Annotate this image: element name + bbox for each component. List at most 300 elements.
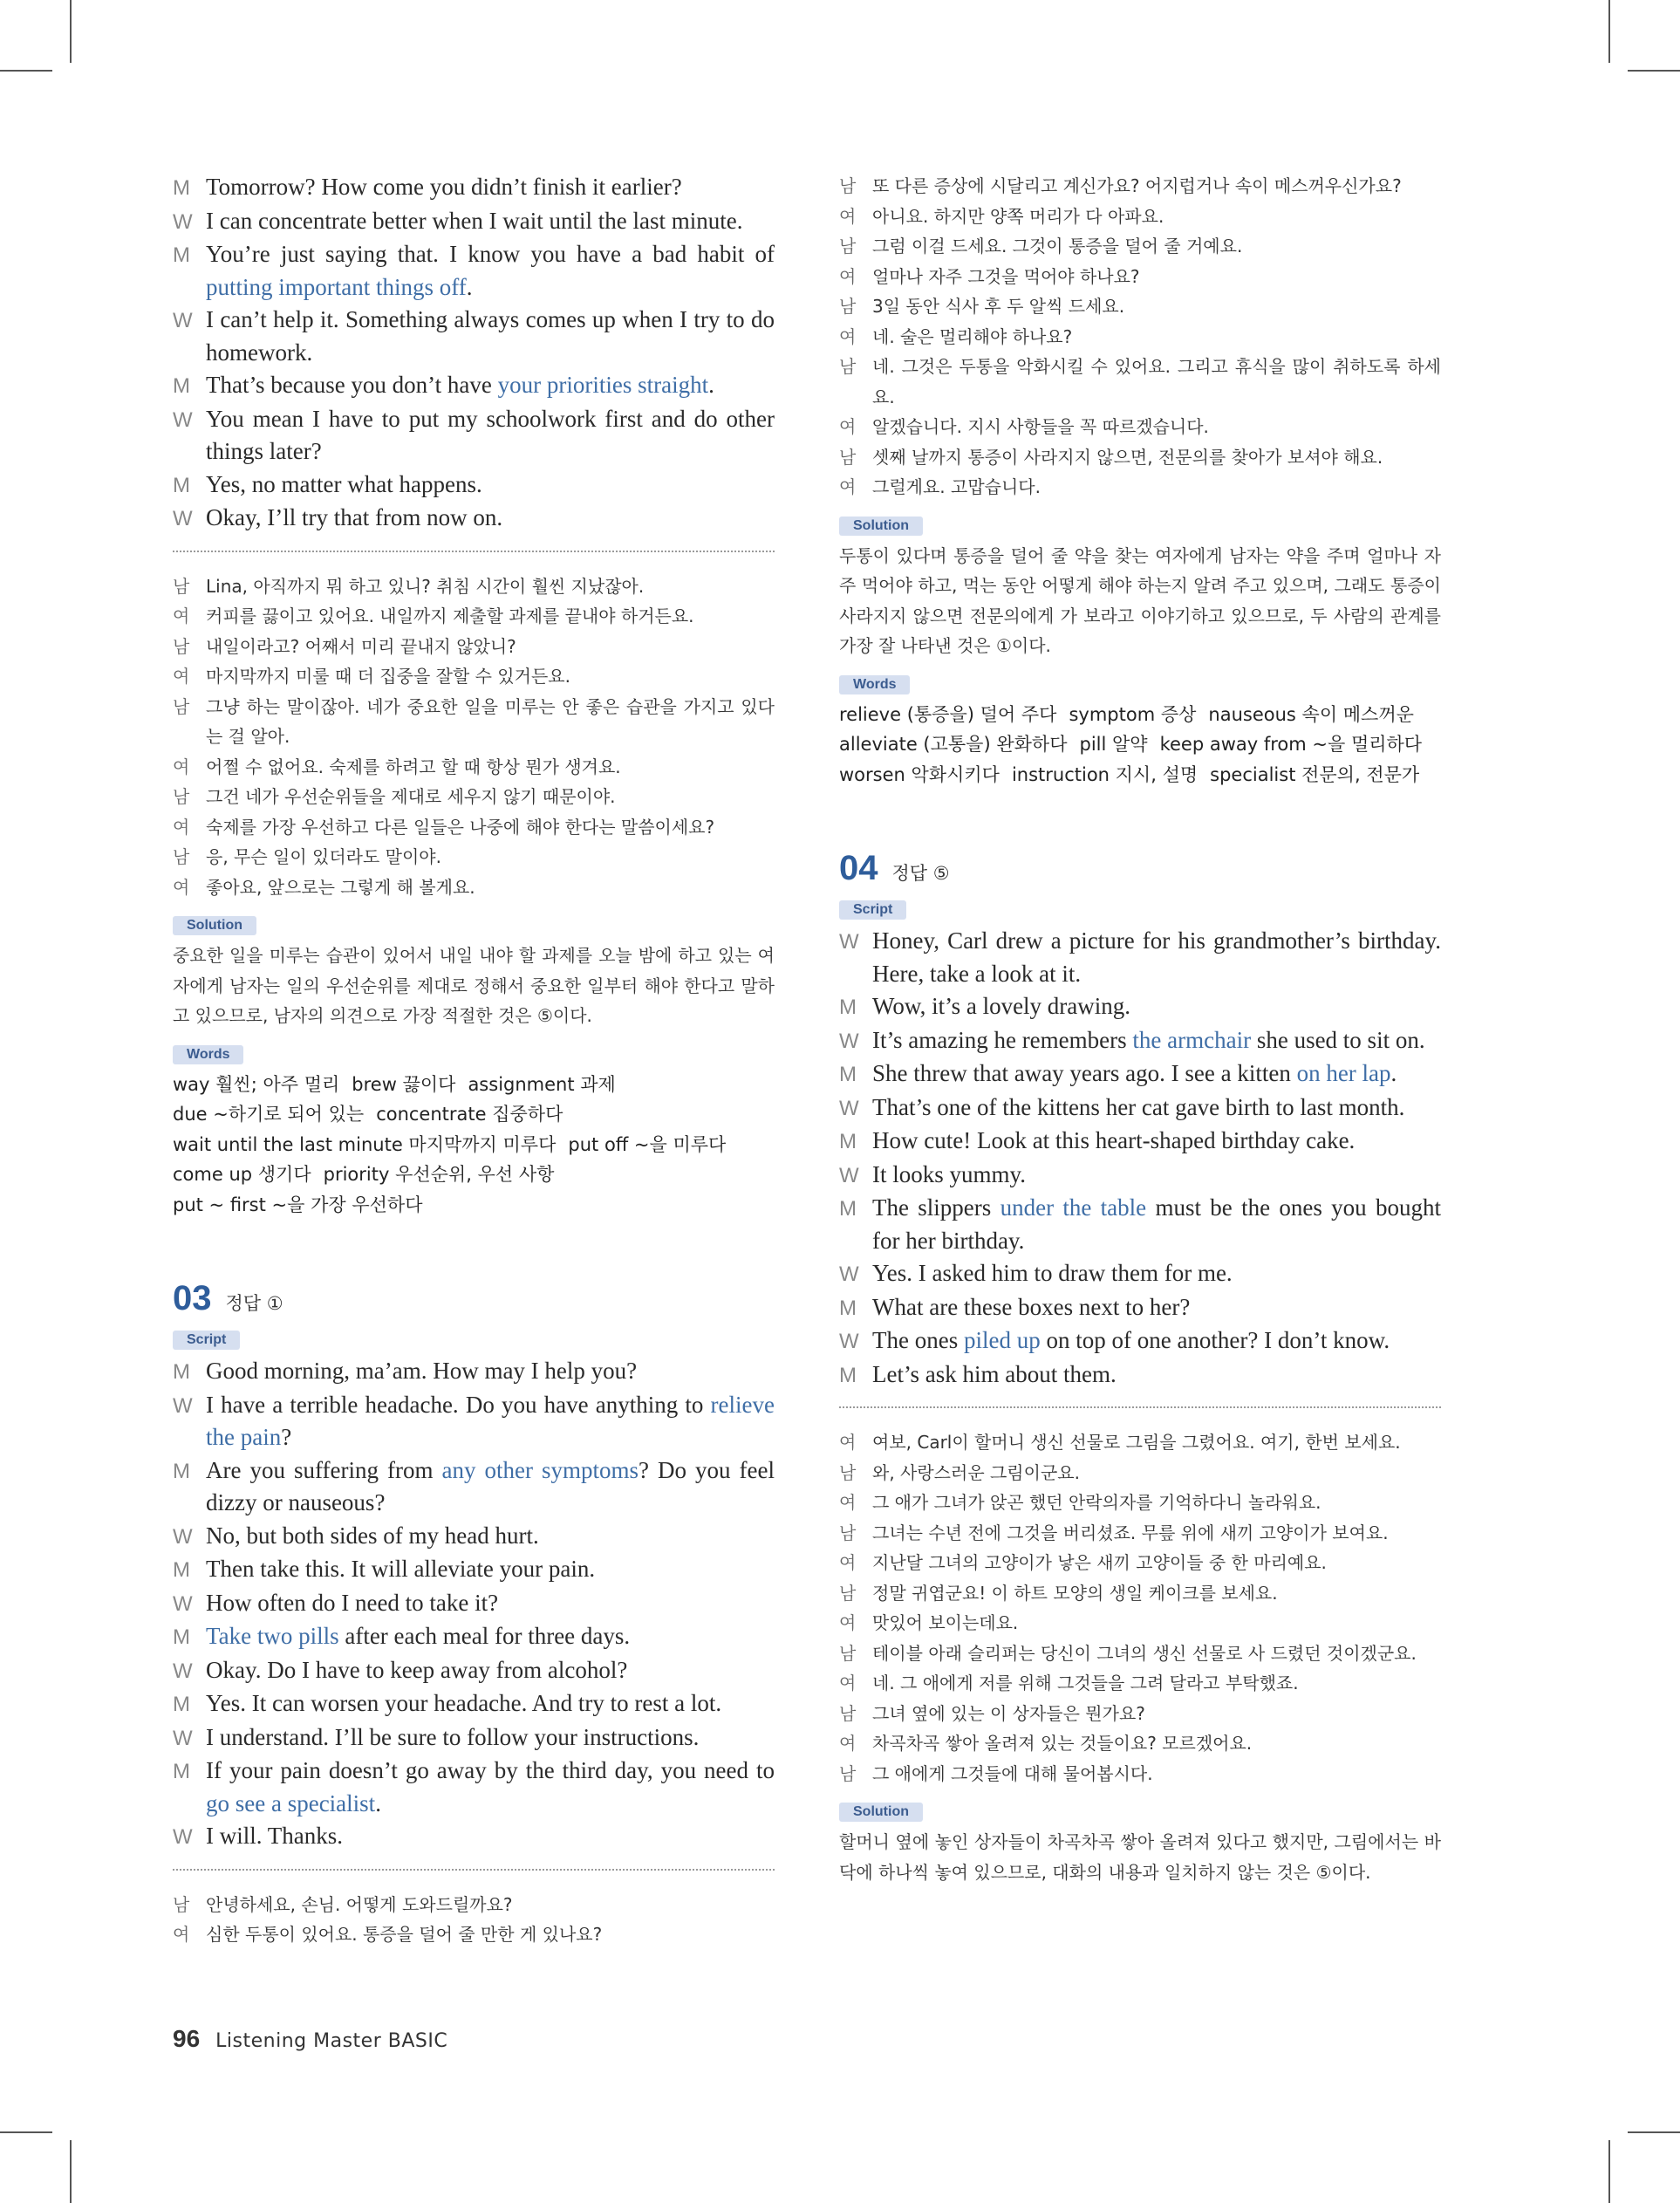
translation-line	[839, 1759, 1441, 1789]
speaker-label: 여	[173, 816, 190, 838]
speaker-label: 남	[173, 846, 190, 867]
script-line	[173, 1755, 775, 1820]
script-line	[173, 1389, 775, 1454]
dialogue-text	[872, 990, 1441, 1023]
text-segment: It’s amazing he remembers	[872, 1026, 1133, 1053]
vocab-entry: wait until the last minute 마지막까지 미루다	[173, 1133, 557, 1155]
words-line	[839, 700, 1441, 730]
speaker-label: 남	[839, 1762, 857, 1784]
vocab-entry: worsen 악화시키다	[839, 763, 1000, 785]
translation-line	[173, 812, 775, 843]
dialogue-text	[872, 1257, 1441, 1290]
translation-text: 차곡차곡 쌓아 올려져 있는 것들이요? 모르겠어요.	[872, 1733, 1253, 1754]
script-line	[839, 1291, 1441, 1325]
vocab-entry: due ~하기로 되어 있는	[173, 1104, 365, 1125]
crop-mark	[1608, 2140, 1610, 2203]
translation-line	[839, 262, 1441, 292]
speaker-label: 남	[839, 296, 857, 317]
text-segment: What are these boxes next to her?	[872, 1293, 1191, 1320]
speaker-label: M	[173, 1625, 190, 1649]
words-line	[173, 1099, 775, 1130]
highlighted-phrase: piled up	[963, 1327, 1041, 1353]
script-block	[173, 171, 775, 536]
dialogue-text	[206, 1553, 775, 1586]
solution-badge: Solution	[839, 1803, 923, 1822]
section-header-04	[839, 849, 1441, 888]
crop-mark	[70, 2140, 72, 2203]
translation-line	[173, 872, 775, 903]
script-line	[173, 469, 775, 503]
words-line	[839, 760, 1441, 790]
translation-text: 네. 술은 멀리해야 하나요?	[872, 325, 1073, 347]
crop-mark	[0, 70, 52, 72]
text-segment: You mean I have to put my schoolwork first and do other things later?	[206, 405, 775, 464]
script-block	[839, 925, 1441, 1392]
translation-text: 와, 사랑스러운 그림이군요.	[872, 1461, 1080, 1483]
translation-block	[173, 1890, 775, 1950]
dotted-divider	[173, 1869, 775, 1871]
speaker-label: 여	[839, 1552, 857, 1573]
highlighted-phrase: your priorities straight	[497, 372, 709, 398]
speaker-label: W	[173, 209, 193, 234]
speaker-label: M	[173, 1760, 190, 1783]
speaker-label: 여	[839, 1432, 857, 1453]
script-line	[173, 1687, 775, 1721]
highlighted-phrase: on her lap	[1296, 1060, 1391, 1086]
page-footer	[173, 2025, 447, 2053]
speaker-label: 남	[839, 1461, 857, 1483]
script-line	[839, 1159, 1441, 1193]
text-segment: Honey, Carl drew a picture for his grandmother’s birthday. Here, take a look at it.	[872, 927, 1441, 987]
script-line	[839, 1057, 1441, 1091]
text-segment: Wow, it’s a lovely drawing.	[872, 993, 1131, 1019]
dialogue-text	[206, 1654, 775, 1687]
highlighted-phrase: relieve the pain	[206, 1391, 775, 1450]
translation-text: 네. 그 애에게 저를 위해 그것들을 그려 달라고 부탁했죠.	[872, 1673, 1299, 1693]
dialogue-text	[206, 1587, 775, 1620]
translation-text: 응, 무슨 일이 있더라도 말이야.	[206, 846, 441, 867]
translation-text: 그럴게요. 고맙습니다.	[872, 476, 1041, 497]
script-line	[173, 1620, 775, 1654]
translation-text: 알겠습니다. 지시 사항들을 꼭 따르겠습니다.	[872, 416, 1209, 437]
translation-text: 그 애에게 그것들에 대해 물어봅시다.	[872, 1762, 1153, 1784]
script-badge: Script	[839, 900, 906, 920]
speaker-label: 남	[839, 1522, 857, 1543]
text-segment: You’re just saying that. I know you have a bad habit of	[206, 241, 775, 267]
text-segment: No, but both sides of my head hurt.	[206, 1522, 539, 1549]
speaker-label: 여	[173, 1924, 190, 1945]
script-line	[839, 925, 1441, 990]
translation-line	[839, 442, 1441, 473]
translation-text: 맛있어 보이는데요.	[872, 1612, 1019, 1633]
speaker-label: 남	[839, 236, 857, 257]
text-segment: on top of one another? I don’t know.	[1040, 1327, 1390, 1353]
vocab-entry: nauseous 속이 메스꺼운	[1208, 703, 1414, 725]
solution-text: 할머니 옆에 놓인 상자들이 차곡차곡 쌓아 올려져 있다고 했지만, 그림에서는 바닥에 하나씩 놓여 있으므로, 대화의 내용과 일치하지 않는 것은 ⑤이다.	[839, 1831, 1441, 1883]
text-segment: .	[1390, 1060, 1397, 1086]
vocab-entry: assignment 과제	[468, 1073, 616, 1095]
speaker-label: 남	[173, 695, 190, 717]
section-header-03	[173, 1279, 775, 1318]
translation-text: 안녕하세요, 손님. 어떻게 도와드릴까요?	[206, 1893, 513, 1915]
dialogue-text	[872, 1324, 1441, 1358]
speaker-label: W	[173, 309, 193, 332]
script-line	[839, 990, 1441, 1024]
speaker-label: 여	[839, 1733, 857, 1754]
speaker-label: W	[839, 930, 859, 954]
text-segment: That’s one of the kittens her cat gave birth to last month.	[872, 1093, 1405, 1120]
answer-label: 정답 ⑤	[891, 863, 950, 884]
dialogue-text	[206, 369, 775, 402]
text-segment: I can concentrate better when I wait until the last minute.	[206, 207, 743, 234]
text-segment: If your pain doesn’t go away by the third day, you need to	[206, 1757, 775, 1783]
text-segment: ?	[281, 1424, 292, 1450]
dotted-divider	[173, 551, 775, 552]
translation-text: 그 애가 그녀가 앉곤 했던 안락의자를 기억하다니 놀라워요.	[872, 1492, 1321, 1513]
translation-line	[839, 1427, 1441, 1458]
translation-line	[173, 601, 775, 632]
translation-text: 지난달 그녀의 고양이가 낳은 새끼 고양이들 중 한 마리예요.	[872, 1552, 1327, 1573]
translation-line	[173, 692, 775, 752]
text-segment: Okay. Do I have to keep away from alcohol?	[206, 1656, 628, 1683]
dialogue-text	[872, 1192, 1441, 1257]
dialogue-text	[206, 1820, 775, 1853]
speaker-label: M	[839, 995, 857, 1019]
script-line	[839, 1257, 1441, 1291]
translation-text: Lina, 아직까지 뭐 하고 있니? 취침 시간이 훨씬 지났잖아.	[206, 575, 645, 597]
translation-line	[839, 412, 1441, 442]
speaker-label: M	[173, 1459, 190, 1483]
text-segment: She threw that away years ago. I see a kitten	[872, 1060, 1297, 1086]
highlighted-phrase: any other symptoms	[441, 1456, 639, 1483]
dialogue-text	[206, 1721, 775, 1755]
script-line	[173, 171, 775, 205]
speaker-label: 여	[839, 476, 857, 497]
translation-line	[839, 322, 1441, 352]
translation-text: 아니요. 하지만 양쪽 머리가 다 아파요.	[872, 205, 1164, 227]
translation-block	[839, 171, 1441, 503]
speaker-label: W	[173, 1393, 193, 1418]
right-column	[839, 171, 1441, 1887]
script-line	[839, 1024, 1441, 1058]
script-line	[173, 205, 775, 239]
translation-text: 그건 네가 우선순위들을 제대로 세우지 않기 때문이야.	[206, 786, 616, 807]
crop-mark	[1628, 2131, 1680, 2133]
text-segment: Then take this. It will alleviate your pain.	[206, 1556, 596, 1582]
translation-text: 셋째 날까지 통증이 사라지지 않으면, 전문의를 찾아가 보셔야 해요.	[872, 446, 1383, 468]
translation-line	[173, 661, 775, 692]
translation-text: 커피를 끓이고 있어요. 내일까지 제출할 과제를 끝내야 하거든요.	[206, 605, 694, 626]
speaker-label: 남	[173, 786, 190, 807]
dialogue-text	[206, 171, 775, 204]
speaker-label: W	[173, 1825, 193, 1849]
script-line	[173, 1520, 775, 1554]
speaker-label: W	[839, 1029, 859, 1053]
translation-text: 네. 그것은 두통을 악화시킬 수 있어요. 그리고 휴식을 많이 취하도록 하세요.	[872, 356, 1441, 407]
speaker-label: M	[839, 1197, 857, 1221]
answer-label: 정답 ①	[225, 1293, 283, 1314]
words-line	[173, 1130, 775, 1160]
dotted-divider	[839, 1406, 1441, 1408]
translation-line	[839, 1488, 1441, 1518]
dialogue-text	[872, 1125, 1441, 1158]
vocab-entry: instruction 지시, 설명	[1011, 763, 1199, 785]
speaker-label: M	[173, 176, 190, 200]
text-segment: .	[466, 273, 473, 300]
vocab-entry: way 훨씬; 아주 멀리	[173, 1073, 340, 1095]
dialogue-text	[872, 1057, 1441, 1091]
text-segment: How often do I need to take it?	[206, 1589, 499, 1616]
page-number: 96	[173, 2025, 201, 2052]
text-segment: How cute! Look at this heart-shaped birthday cake.	[872, 1127, 1356, 1153]
speaker-label: 남	[839, 1702, 857, 1724]
translation-text: 그녀는 수년 전에 그것을 버리셨죠. 무릎 위에 새끼 고양이가 보여요.	[872, 1522, 1389, 1543]
vocab-entry: brew 끓이다	[352, 1073, 456, 1095]
text-segment: Yes. I asked him to draw them for me.	[872, 1260, 1233, 1286]
speaker-label: W	[839, 1262, 859, 1286]
crop-mark	[0, 2131, 52, 2133]
translation-line	[839, 231, 1441, 262]
solution-text: 중요한 일을 미루는 습관이 있어서 내일 내야 할 과제를 오늘 밤에 하고 있는 여자에게 남자는 일의 우선순위를 제대로 정해서 중요한 일부터 해야 한다고 말하고 있으므로, 남자의 의견으로 가장 적절한 것은 ⑤이다.	[173, 945, 775, 1026]
text-segment: Tomorrow? How come you didn’t finish it earlier?	[206, 174, 682, 200]
highlighted-phrase: putting important things off	[206, 273, 467, 300]
translation-text: 좋아요, 앞으로는 그렇게 해 볼게요.	[206, 876, 475, 898]
vocab-entry: put off ~을 미루다	[568, 1133, 727, 1155]
speaker-label: 남	[173, 1893, 190, 1915]
translation-text: 또 다른 증상에 시달리고 계신가요? 어지럽거나 속이 메스꺼우신가요?	[872, 175, 1402, 196]
speaker-label: W	[839, 1330, 859, 1353]
speaker-label: W	[173, 1524, 193, 1549]
speaker-label: W	[173, 1659, 193, 1683]
translation-text: 3일 동안 식사 후 두 알씩 드세요.	[872, 296, 1125, 317]
dialogue-text	[872, 1024, 1441, 1057]
crop-mark	[1628, 70, 1680, 72]
dialogue-text	[206, 403, 775, 469]
speaker-label: 여	[839, 205, 857, 227]
speaker-label: 남	[839, 446, 857, 468]
translation-line	[839, 202, 1441, 232]
text-segment: Are you suffering from	[206, 1456, 442, 1483]
vocab-entry: priority 우선순위, 우선 사항	[323, 1164, 555, 1185]
speaker-label: 남	[839, 1582, 857, 1604]
vocab-entry: relieve (통증을) 덜어 주다	[839, 703, 1057, 725]
speaker-label: M	[839, 1130, 857, 1153]
highlighted-phrase: the armchair	[1132, 1026, 1252, 1053]
script-line	[173, 1820, 775, 1854]
text-segment: .	[708, 372, 714, 398]
highlighted-phrase: go see a specialist	[206, 1789, 376, 1816]
translation-line	[839, 1458, 1441, 1488]
vocab-entry: concentrate 집중하다	[376, 1104, 563, 1125]
text-segment: The ones	[872, 1327, 964, 1353]
translation-line	[839, 352, 1441, 412]
vocab-entry: alleviate (고통을) 완화하다	[839, 734, 1068, 755]
translation-line	[839, 472, 1441, 503]
translation-line	[839, 1728, 1441, 1759]
script-line	[839, 1324, 1441, 1358]
words-list	[839, 700, 1441, 790]
text-segment: I will. Thanks.	[206, 1823, 343, 1849]
vocab-entry: keep away from ~을 멀리하다	[1159, 734, 1423, 755]
dialogue-text	[206, 304, 775, 369]
speaker-label: M	[173, 473, 190, 497]
dialogue-text	[206, 1755, 775, 1820]
speaker-label: M	[839, 1063, 857, 1086]
translation-line	[173, 842, 775, 872]
speaker-label: 여	[839, 1612, 857, 1633]
speaker-label: 남	[173, 575, 190, 597]
text-segment: I can’t help it. Something always comes up when I try to do homework.	[206, 306, 775, 366]
speaker-label: M	[173, 1693, 190, 1716]
text-segment: That’s because you don’t have	[206, 372, 498, 398]
section-number: 04	[839, 849, 878, 887]
translation-block	[839, 1427, 1441, 1789]
dialogue-text	[872, 1159, 1441, 1192]
translation-line	[839, 1639, 1441, 1669]
speaker-label: W	[839, 1096, 859, 1120]
vocab-entry: put ~ first ~을 가장 우선하다	[173, 1194, 423, 1215]
text-segment: I have a terrible headache. Do you have anything to	[206, 1391, 711, 1418]
script-line	[173, 369, 775, 403]
translation-line	[173, 782, 775, 812]
script-line	[173, 1553, 775, 1587]
text-segment: I understand. I’ll be sure to follow your instructions.	[206, 1723, 700, 1750]
text-segment: Yes. It can worsen your headache. And try to rest a lot.	[206, 1690, 722, 1716]
section-number: 03	[173, 1279, 212, 1317]
dialogue-text	[206, 469, 775, 502]
speaker-label: 여	[173, 876, 190, 898]
translation-line	[839, 1668, 1441, 1699]
text-segment: .	[375, 1789, 381, 1816]
text-segment: The slippers	[872, 1194, 1000, 1221]
script-line	[173, 1654, 775, 1688]
speaker-label: W	[173, 1726, 193, 1750]
speaker-label: W	[173, 407, 193, 432]
translation-text: 그럼 이걸 드세요. 그것이 통증을 덜어 줄 거예요.	[872, 236, 1243, 257]
speaker-label: M	[173, 1558, 190, 1582]
script-line	[173, 1587, 775, 1621]
crop-mark	[1608, 0, 1610, 63]
vocab-entry: come up 생기다	[173, 1164, 311, 1185]
dialogue-text	[872, 1091, 1441, 1125]
translation-text: 어쩔 수 없어요. 숙제를 하려고 할 때 항상 뭔가 생겨요.	[206, 756, 621, 777]
speaker-label: 남	[173, 635, 190, 657]
vocab-entry: symptom 증상	[1069, 703, 1197, 725]
translation-line	[173, 752, 775, 783]
translation-line	[839, 1578, 1441, 1609]
translation-text: 얼마나 자주 그것을 먹어야 하나요?	[872, 265, 1140, 287]
crop-mark	[70, 0, 72, 63]
dialogue-text	[206, 1620, 775, 1653]
speaker-label: 남	[839, 1642, 857, 1664]
words-list	[173, 1070, 775, 1221]
dialogue-text	[206, 1389, 775, 1454]
script-line	[173, 304, 775, 369]
solution-badge: Solution	[173, 916, 256, 935]
dialogue-text	[206, 1355, 775, 1388]
script-line	[173, 1355, 775, 1389]
text-segment: Okay, I’ll try that from now on.	[206, 504, 503, 530]
speaker-label: W	[173, 1591, 193, 1616]
script-line	[839, 1091, 1441, 1125]
speaker-label: M	[839, 1296, 857, 1320]
translation-line	[173, 1919, 775, 1950]
translation-line	[839, 1608, 1441, 1639]
speaker-label: M	[173, 1360, 190, 1384]
script-line	[173, 502, 775, 536]
speaker-label: 남	[839, 356, 857, 377]
speaker-label: 여	[173, 756, 190, 777]
speaker-label: M	[839, 1363, 857, 1387]
text-segment: she used to sit on.	[1251, 1026, 1425, 1053]
highlighted-phrase: under the table	[1000, 1194, 1147, 1221]
speaker-label: 남	[839, 175, 857, 196]
translation-text: 내일이라고? 어째서 미리 끝내지 않았니?	[206, 635, 516, 657]
translation-line	[173, 1890, 775, 1920]
script-line	[173, 403, 775, 469]
text-segment: Let’s ask him about them.	[872, 1360, 1117, 1387]
dialogue-text	[872, 1291, 1441, 1324]
dialogue-text	[206, 1454, 775, 1520]
script-line	[173, 1454, 775, 1520]
words-line	[839, 729, 1441, 760]
speaker-label: W	[173, 507, 193, 530]
script-line	[839, 1125, 1441, 1159]
words-badge: Words	[839, 675, 910, 694]
words-line	[173, 1070, 775, 1100]
translation-text: 심한 두통이 있어요. 통증을 덜어 줄 만한 게 있나요?	[206, 1924, 603, 1945]
words-badge: Words	[173, 1045, 243, 1064]
translation-text: 숙제를 가장 우선하고 다른 일들은 나중에 해야 한다는 말씀이세요?	[206, 816, 715, 838]
left-column	[173, 171, 775, 1950]
script-line	[173, 1721, 775, 1755]
text-segment: must be the ones you bought for her birthday.	[872, 1194, 1441, 1254]
speaker-label: 여	[173, 666, 190, 687]
script-line	[839, 1358, 1441, 1392]
dialogue-text	[206, 1687, 775, 1721]
text-segment: after each meal for three days.	[338, 1623, 631, 1649]
speaker-label: M	[173, 243, 190, 267]
solution-badge: Solution	[839, 517, 923, 536]
translation-text: 그냥 하는 말이잖아. 네가 중요한 일을 미루는 안 좋은 습관을 가지고 있다는 걸 알아.	[206, 695, 775, 747]
script-badge: Script	[173, 1331, 240, 1350]
dialogue-text	[206, 205, 775, 238]
vocab-entry: pill 알약	[1079, 734, 1148, 755]
solution-text: 두통이 있다며 통증을 덜어 줄 약을 찾는 여자에게 남자는 약을 주며 얼마나 자주 먹어야 하고, 먹는 동안 어떻게 해야 하는지 알려 주고 있으며, 그래도 통증이 사라지지 않으면 전문의에게 가 보라고 이야기하고 있으므로, 두 사람의 관계를 가장 잘 나타낸 것은 ①이다.	[839, 544, 1441, 656]
translation-text: 테이블 아래 슬리퍼는 당신이 그녀의 생신 선물로 사 드렸던 것이겠군요.	[872, 1642, 1417, 1664]
speaker-label: 여	[173, 605, 190, 626]
script-line	[173, 238, 775, 304]
text-segment: It looks yummy.	[872, 1160, 1027, 1187]
speaker-label: W	[839, 1163, 859, 1187]
speaker-label: M	[173, 374, 190, 398]
words-line	[173, 1190, 775, 1221]
translation-line	[839, 1518, 1441, 1549]
dialogue-text	[872, 925, 1441, 990]
highlighted-phrase: Take two pills	[206, 1623, 339, 1649]
speaker-label: 여	[839, 416, 857, 437]
translation-text: 여보, Carl이 할머니 생신 선물로 그림을 그렸어요. 여기, 한번 보세요.	[872, 1432, 1401, 1453]
translation-text: 그녀 옆에 있는 이 상자들은 뭔가요?	[872, 1702, 1145, 1724]
script-line	[839, 1192, 1441, 1257]
translation-line	[173, 571, 775, 602]
text-segment: Yes, no matter what happens.	[206, 470, 482, 497]
translation-text: 마지막까지 미룰 때 더 집중을 잘할 수 있거든요.	[206, 666, 570, 687]
vocab-entry: specialist 전문의, 전문가	[1210, 763, 1420, 785]
speaker-label: 여	[839, 1492, 857, 1513]
text-segment: ? Do you feel dizzy or nauseous?	[206, 1456, 775, 1515]
text-segment: Good morning, ma’am. How may I help you?	[206, 1358, 638, 1384]
